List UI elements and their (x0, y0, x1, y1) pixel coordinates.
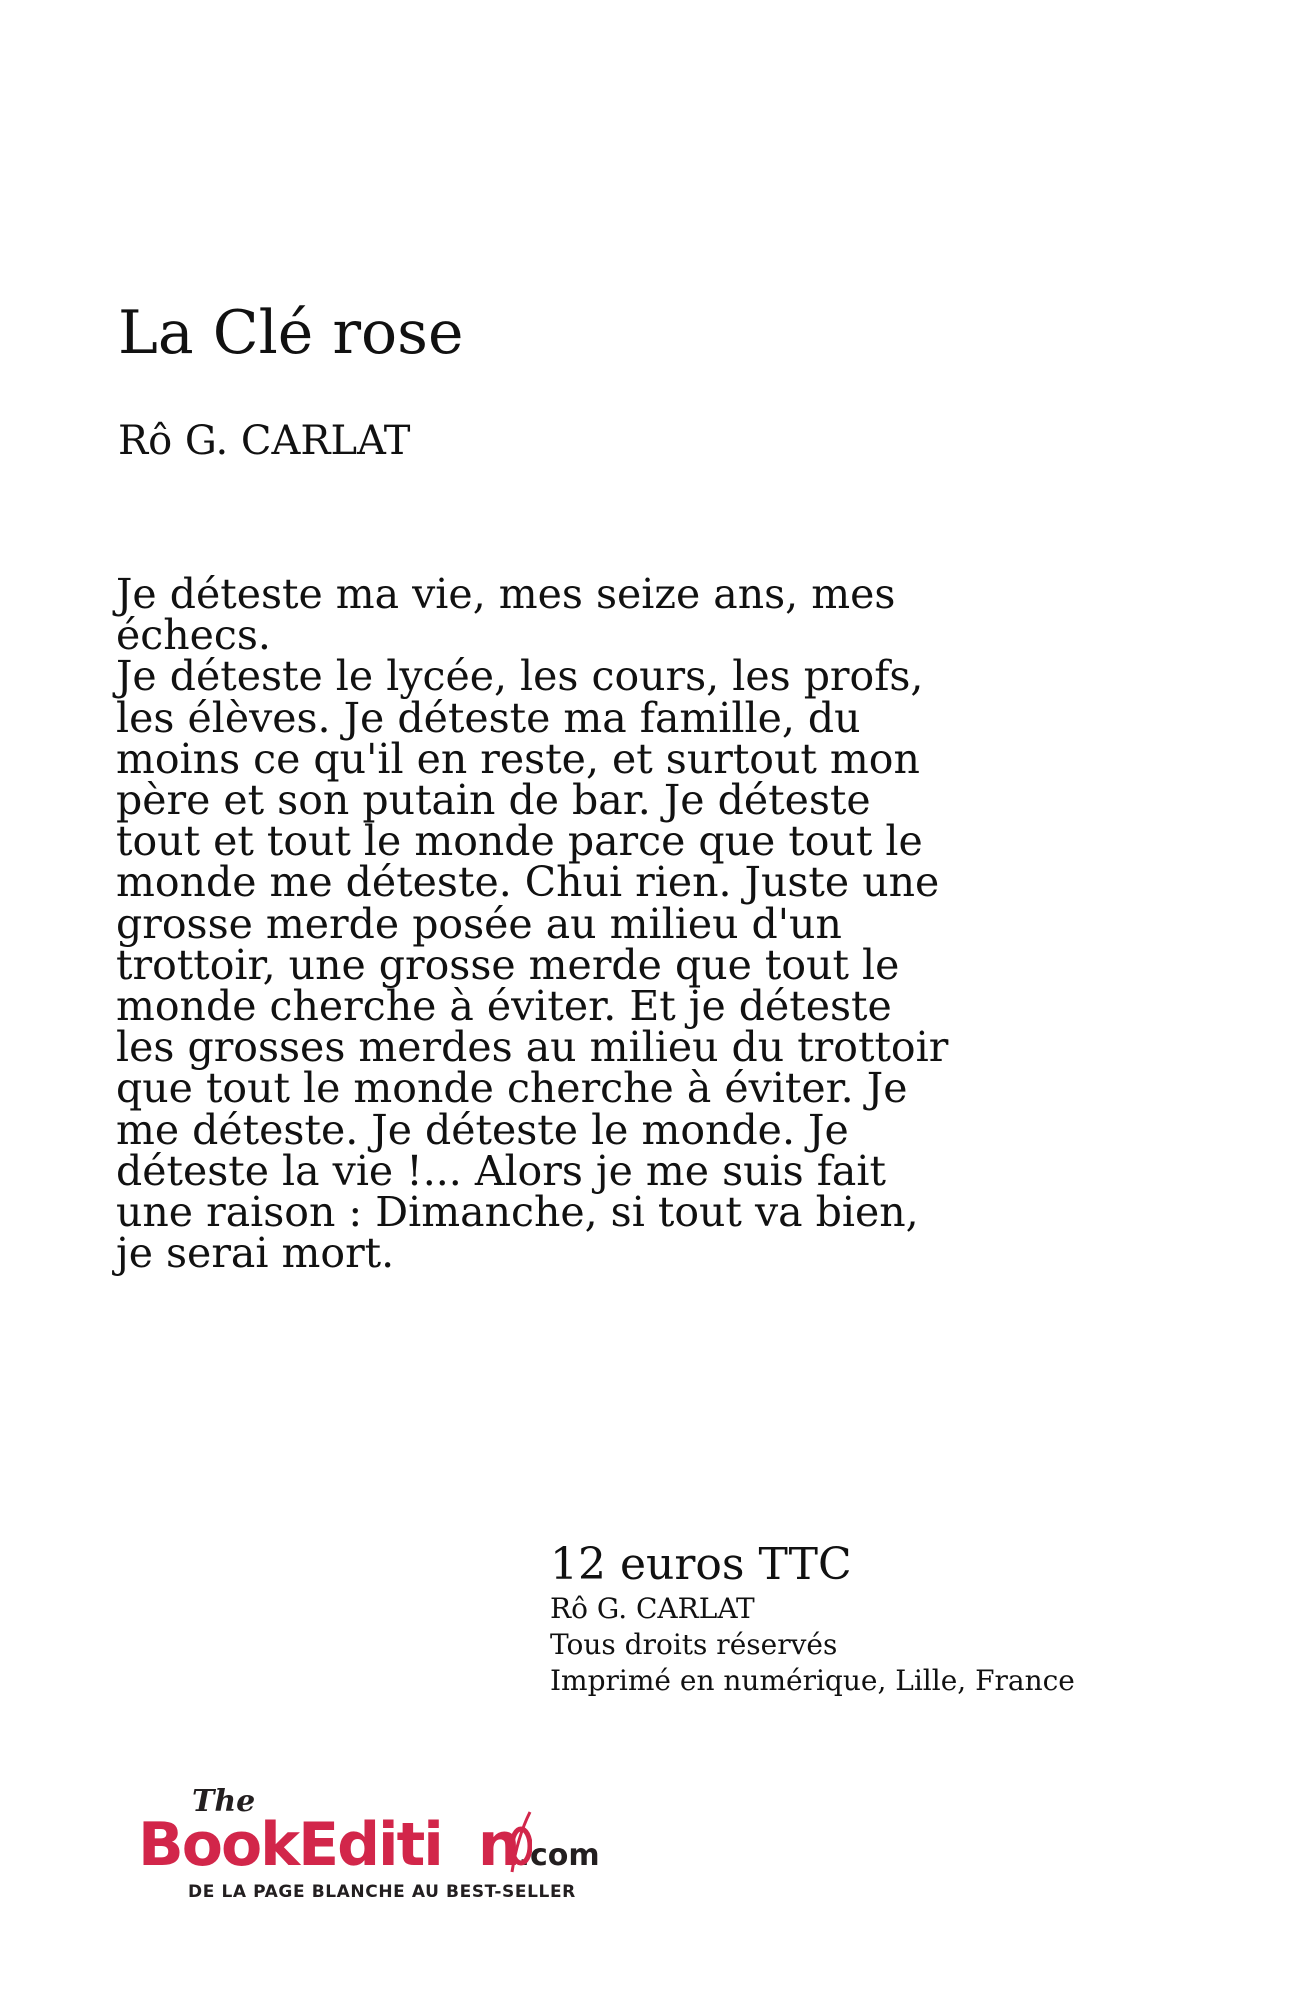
blurb-line: monde cherche à éviter. Et je déteste (116, 982, 892, 1031)
blurb-line: une raison : Dimanche, si tout va bien, (116, 1188, 919, 1237)
blurb-line: me déteste. Je déteste le monde. Je (116, 1105, 849, 1154)
back-cover-blurb (116, 570, 976, 1278)
blurb-line: je serai mort. (116, 1229, 395, 1278)
blurb-line: père et son putain de bar. Je déteste (116, 776, 871, 825)
book-title: La Clé rose (118, 298, 464, 368)
colophon (550, 1539, 1250, 1699)
logo-tagline: DE LA PAGE BLANCHE AU BEST-SELLER (188, 1882, 576, 1902)
colophon-author: Rô G. CARLAT (550, 1592, 755, 1625)
blurb-line: Je déteste ma vie, mes seize ans, mes (116, 570, 896, 618)
book-author: Rô G. CARLAT (118, 418, 411, 464)
blurb-line: les élèves. Je déteste ma famille, du (116, 693, 861, 742)
blurb-line: Je déteste le lycée, les cours, les profs, (116, 652, 924, 701)
logo-domain: .com (518, 1838, 600, 1873)
blurb-line: grosse merde posée au milieu d'un (116, 899, 842, 948)
feather-icon (510, 1810, 532, 1874)
blurb-line: trottoir, une grosse merde que tout le (116, 940, 900, 989)
price-label: 12 euros TTC (550, 1539, 852, 1590)
blurb-line: moins ce qu'il en reste, et surtout mon (116, 734, 920, 783)
blurb-line: échecs. (116, 611, 271, 660)
logo-brand-text: BookEditi (138, 1810, 442, 1880)
publisher-logo (138, 1784, 698, 1902)
blurb-line: monde me déteste. Chui rien. Juste une (116, 858, 940, 907)
blurb-line: déteste la vie !... Alors je me suis fait (116, 1146, 886, 1195)
blurb-line: tout et tout le monde parce que tout le (116, 817, 923, 866)
rights-notice: Tous droits réservés (550, 1628, 838, 1661)
blurb-line: que tout le monde cherche à éviter. Je (116, 1064, 908, 1113)
blurb-line: les grosses merdes au milieu du trottoir (116, 1023, 949, 1072)
logo-brand-end: n (477, 1810, 519, 1880)
logo-the-text: The (192, 1784, 256, 1819)
printing-notice: Imprimé en numérique, Lille, France (550, 1664, 1075, 1697)
